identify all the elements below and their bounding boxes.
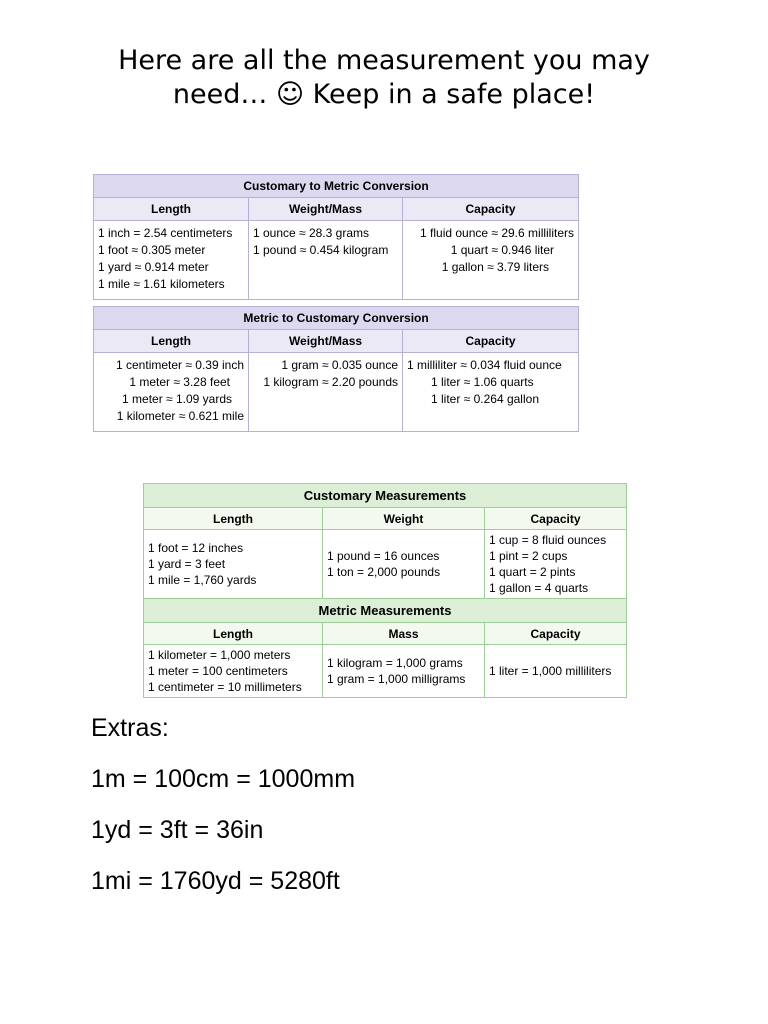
conversion-line: 1 inch = 2.54 centimeters bbox=[98, 226, 233, 240]
page-heading bbox=[0, 44, 768, 112]
table-title: Metric Measurements bbox=[144, 599, 627, 623]
column-header-weight: Weight/Mass bbox=[249, 198, 403, 221]
weight-cell bbox=[249, 221, 403, 300]
table-title: Metric to Customary Conversion bbox=[94, 307, 579, 330]
length-cell bbox=[144, 645, 323, 698]
length-cell bbox=[94, 221, 249, 300]
measurements-table bbox=[143, 483, 627, 698]
conversion-line: 1 kilometer ≈ 0.621 mile bbox=[116, 409, 244, 423]
measurement-line: 1 liter = 1,000 milliliters bbox=[489, 664, 612, 678]
measurement-line: 1 mile = 1,760 yards bbox=[148, 573, 257, 587]
length-cell bbox=[94, 353, 249, 432]
conversion-line: 1 meter ≈ 1.09 yards bbox=[122, 392, 232, 406]
measurement-line: 1 pint = 2 cups bbox=[489, 549, 568, 563]
extras-line: 1m = 100cm = 1000mm bbox=[91, 765, 356, 793]
measurement-line: 1 foot = 12 inches bbox=[148, 541, 244, 555]
column-header-weight: Weight/Mass bbox=[249, 330, 403, 353]
column-header-weight: Weight bbox=[323, 508, 485, 530]
column-header-length: Length bbox=[94, 330, 249, 353]
measurement-line: 1 pound = 16 ounces bbox=[327, 549, 440, 563]
metric-to-customary-table bbox=[93, 306, 579, 432]
column-header-length: Length bbox=[144, 508, 323, 530]
column-header-capacity: Capacity bbox=[485, 508, 627, 530]
conversion-line: 1 kilogram ≈ 2.20 pounds bbox=[263, 375, 398, 389]
measurement-line: 1 gram = 1,000 milligrams bbox=[327, 672, 466, 686]
conversion-line: 1 meter ≈ 3.28 feet bbox=[129, 375, 230, 389]
table-title: Customary to Metric Conversion bbox=[94, 175, 579, 198]
conversion-line: 1 ounce ≈ 28.3 grams bbox=[253, 226, 369, 240]
measurement-line: 1 gallon = 4 quarts bbox=[489, 581, 589, 595]
column-header-length: Length bbox=[94, 198, 249, 221]
weight-cell bbox=[249, 353, 403, 432]
measurement-line: 1 cup = 8 fluid ounces bbox=[489, 533, 607, 547]
column-header-length: Length bbox=[144, 623, 323, 645]
conversion-line: 1 fluid ounce ≈ 29.6 milliliters bbox=[420, 226, 575, 240]
measurement-line: 1 meter = 100 centimeters bbox=[148, 664, 288, 678]
conversion-line: 1 gallon ≈ 3.79 liters bbox=[441, 260, 550, 274]
length-cell bbox=[144, 530, 323, 599]
conversion-line: 1 pound ≈ 0.454 kilogram bbox=[253, 243, 389, 257]
conversion-line: 1 yard ≈ 0.914 meter bbox=[98, 260, 209, 274]
measurement-line: 1 quart = 2 pints bbox=[489, 565, 576, 579]
measurement-line: 1 kilometer = 1,000 meters bbox=[148, 648, 291, 662]
heading-line-2: need… ☺ Keep in a safe place! bbox=[172, 79, 596, 110]
capacity-cell bbox=[485, 645, 627, 698]
measurement-line: 1 centimeter = 10 millimeters bbox=[148, 680, 302, 694]
heading-line-1: Here are all the measurement you may bbox=[118, 45, 650, 76]
capacity-cell bbox=[485, 530, 627, 599]
extras-line: 1mi = 1760yd = 5280ft bbox=[91, 867, 340, 895]
column-header-capacity: Capacity bbox=[485, 623, 627, 645]
column-header-capacity: Capacity bbox=[403, 330, 579, 353]
measurement-line: 1 kilogram = 1,000 grams bbox=[327, 656, 463, 670]
customary-to-metric-table bbox=[93, 174, 579, 300]
conversion-line: 1 milliliter ≈ 0.034 fluid ounce bbox=[407, 358, 562, 372]
conversion-line: 1 gram ≈ 0.035 ounce bbox=[281, 358, 398, 372]
mass-cell bbox=[323, 645, 485, 698]
measurement-line: 1 yard = 3 feet bbox=[148, 557, 226, 571]
conversion-line: 1 centimeter ≈ 0.39 inch bbox=[116, 358, 244, 372]
capacity-cell bbox=[403, 221, 579, 300]
conversion-line: 1 liter ≈ 0.264 gallon bbox=[431, 392, 539, 406]
column-header-capacity: Capacity bbox=[403, 198, 579, 221]
measurement-line: 1 ton = 2,000 pounds bbox=[327, 565, 441, 579]
conversion-line: 1 foot ≈ 0.305 meter bbox=[98, 243, 206, 257]
conversion-line: 1 mile ≈ 1.61 kilometers bbox=[98, 277, 225, 291]
capacity-cell bbox=[403, 353, 579, 432]
extras-line: 1yd = 3ft = 36in bbox=[91, 816, 264, 844]
weight-cell bbox=[323, 530, 485, 599]
conversion-line: 1 liter ≈ 1.06 quarts bbox=[431, 375, 534, 389]
column-header-mass: Mass bbox=[323, 623, 485, 645]
extras-label: Extras: bbox=[91, 714, 169, 742]
extras-section bbox=[91, 713, 355, 917]
conversion-line: 1 quart ≈ 0.946 liter bbox=[450, 243, 555, 257]
table-title: Customary Measurements bbox=[144, 484, 627, 508]
